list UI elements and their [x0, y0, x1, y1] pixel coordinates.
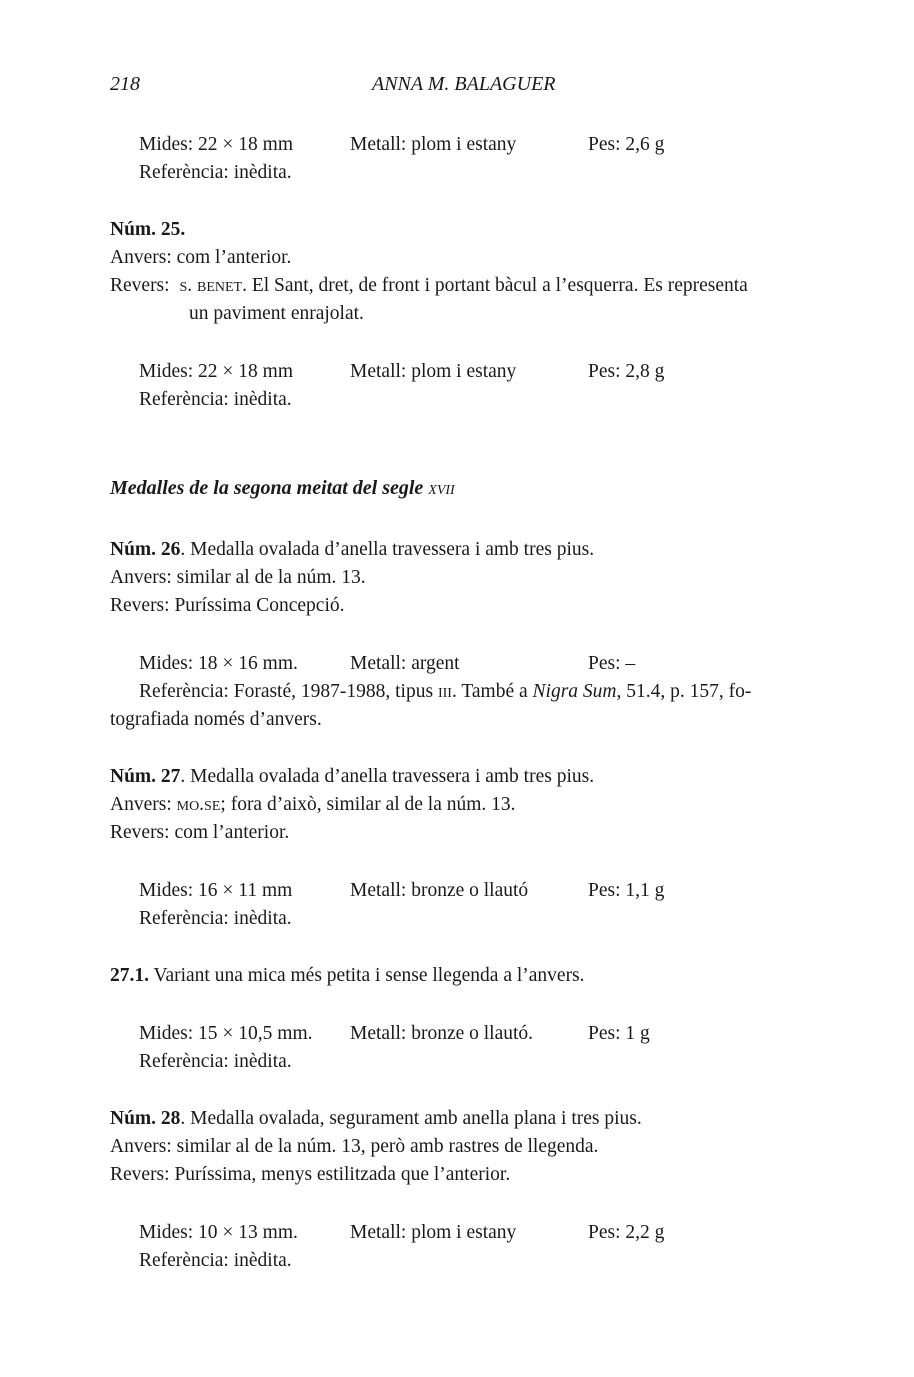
entry-26-number: Núm. 26	[110, 539, 181, 560]
entry-27-1-mides: Mides: 15 × 10,5 mm.	[139, 1023, 313, 1044]
entry-25-mides: Mides: 22 × 18 mm	[139, 361, 294, 382]
entry-27-anvers	[110, 790, 516, 819]
entry-27-referencia: Referència: inèdita.	[139, 908, 292, 929]
entry-27-metall: Metall: bronze o llautó	[350, 880, 529, 901]
entry-26-ref-c: , 51.4, p. 157, fo-	[616, 681, 752, 702]
entry-27-1-metall: Metall: bronze o llautó.	[350, 1023, 534, 1044]
entry-25-revers-legend: s. benet.	[179, 275, 247, 296]
entry-25-revers-cont: un paviment enrajolat.	[189, 303, 364, 324]
running-title: ANNA M. BALAGUER	[372, 73, 556, 95]
section-title	[110, 474, 455, 503]
entry-25-anvers: Anvers: com l’anterior.	[110, 247, 292, 268]
entry-26-desc: . Medalla ovalada d’anella travessera i amb tres pius.	[180, 539, 595, 560]
entry-26-ref-type: iii	[437, 681, 452, 702]
entry-28-metall: Metall: plom i estany	[350, 1222, 517, 1243]
entry-27-anvers-legend: mo.se	[176, 794, 221, 815]
entry-25-referencia: Referència: inèdita.	[139, 389, 292, 410]
entry-25-metall: Metall: plom i estany	[350, 361, 517, 382]
entry-26-referencia-cont: tografiada només d’anvers.	[110, 709, 322, 730]
entry-25-number: Núm. 25.	[110, 219, 186, 240]
entry-26-mides: Mides: 18 × 16 mm.	[139, 653, 298, 674]
entry-28-mides: Mides: 10 × 13 mm.	[139, 1222, 298, 1243]
entry-25-revers-text: El Sant, dret, de front i portant bàcul a l’esquerra. Es representa	[246, 275, 748, 296]
section-title-century: xvii	[428, 477, 455, 499]
entry-27-heading	[110, 762, 594, 791]
entry-28-pes: Pes: 2,2 g	[588, 1222, 665, 1243]
entry-28-number: Núm. 28	[110, 1108, 181, 1129]
section-title-text: Medalles de la segona meitat del segle	[110, 477, 429, 499]
entry-27-mides: Mides: 16 × 11 mm	[139, 880, 293, 901]
entry-26-anvers: Anvers: similar al de la núm. 13.	[110, 567, 366, 588]
page-number: 218	[110, 73, 140, 95]
entry-28-heading	[110, 1104, 642, 1133]
entry-27-desc: . Medalla ovalada d’anella travessera i amb tres pius.	[180, 766, 595, 787]
top-pes: Pes: 2,6 g	[588, 134, 665, 155]
entry-27-1-number: 27.1.	[110, 965, 149, 986]
entry-26-pes: Pes: –	[588, 653, 636, 674]
entry-28-anvers: Anvers: similar al de la núm. 13, però amb rastres de llegenda.	[110, 1136, 599, 1157]
entry-28-desc: . Medalla ovalada, segurament amb anella plana i tres pius.	[180, 1108, 642, 1129]
entry-26-metall: Metall: argent	[350, 653, 460, 674]
entry-25-revers-label: Revers:	[110, 275, 170, 296]
entry-26-ref-b: . També a	[451, 681, 533, 702]
top-mides: Mides: 22 × 18 mm	[139, 134, 294, 155]
top-metall: Metall: plom i estany	[350, 134, 517, 155]
entry-26-ref-title: Nigra Sum	[532, 681, 617, 702]
entry-28-revers: Revers: Puríssima, menys estilitzada que l’anterior.	[110, 1164, 511, 1185]
entry-26-ref-a: Referència: Forasté, 1987-1988, tipus	[139, 681, 438, 702]
entry-27-1-heading	[110, 961, 585, 990]
entry-27-pes: Pes: 1,1 g	[588, 880, 665, 901]
entry-27-revers: Revers: com l’anterior.	[110, 822, 290, 843]
entry-25-revers	[110, 271, 748, 300]
entry-27-anvers-b: ; fora d’això, similar al de la núm. 13.	[220, 794, 516, 815]
entry-26-heading	[110, 535, 594, 564]
entry-27-1-desc: Variant una mica més petita i sense llegenda a l’anvers.	[149, 965, 585, 986]
entry-27-1-referencia: Referència: inèdita.	[139, 1051, 292, 1072]
entry-26-referencia	[139, 677, 751, 706]
entry-25-pes: Pes: 2,8 g	[588, 361, 665, 382]
entry-27-1-pes: Pes: 1 g	[588, 1023, 650, 1044]
entry-26-revers: Revers: Puríssima Concepció.	[110, 595, 345, 616]
top-referencia: Referència: inèdita.	[139, 162, 292, 183]
entry-27-anvers-a: Anvers:	[110, 794, 177, 815]
entry-28-referencia: Referència: inèdita.	[139, 1250, 292, 1271]
entry-27-number: Núm. 27	[110, 766, 181, 787]
